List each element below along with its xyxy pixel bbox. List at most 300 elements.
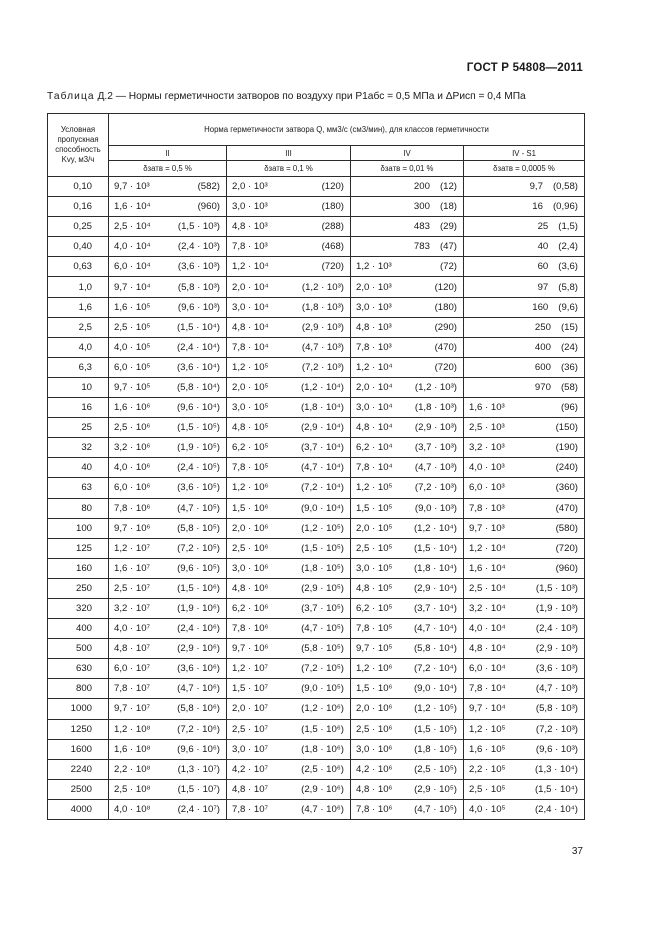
kv-cell: 80 — [48, 498, 109, 518]
mm3s-value: 1,5 · 10⁷ — [232, 683, 269, 695]
kv-cell: 63 — [48, 478, 109, 498]
cm3min-value: (4,7 · 10⁵) — [414, 803, 457, 815]
value-cell — [464, 538, 585, 558]
page-number: 37 — [571, 846, 583, 857]
cm3min-value: (2,4 · 10⁴) — [534, 803, 578, 815]
mm3s-value: 2,0 · 10⁴ — [232, 281, 269, 293]
cm3min-value: (15) — [560, 321, 578, 333]
value-cell — [464, 197, 585, 217]
value-cell — [109, 357, 227, 377]
cm3min-value: (9,0 · 10⁴) — [413, 683, 457, 695]
cm3min-value: (5,8 · 10⁶) — [177, 703, 220, 715]
mm3s-value: 6,0 · 10⁵ — [114, 361, 151, 373]
table-row — [48, 257, 585, 277]
mm3s-value: 1,2 · 10⁷ — [114, 542, 151, 554]
cm3min-value: (7,2 · 10⁴) — [300, 482, 344, 494]
value-cell — [109, 197, 227, 217]
mm3s-value: 1,6 · 10⁵ — [469, 743, 506, 755]
mm3s-value: 2,5 · 10⁵ — [114, 321, 151, 333]
mm3s-value: 3,0 · 10³ — [356, 301, 392, 313]
cm3min-value: (2,9 · 10³) — [301, 321, 344, 333]
cm3min-value: (1,8 · 10⁶) — [301, 743, 344, 755]
value-cell — [351, 538, 464, 558]
value-cell — [464, 297, 585, 317]
mm3s-value: 970 — [534, 381, 551, 393]
cm3min-value: (1,2 · 10⁵) — [414, 703, 457, 715]
mm3s-value: 4,0 · 10⁷ — [114, 623, 151, 635]
value-cell — [109, 538, 227, 558]
cm3min-value: (360) — [555, 482, 578, 494]
cm3min-value: (9,0 · 10⁵) — [301, 683, 344, 695]
table-row — [48, 779, 585, 799]
mm3s-value: 7,8 · 10⁶ — [114, 502, 151, 514]
cm3min-value: (9,6 · 10³) — [177, 301, 220, 313]
value-cell — [109, 438, 227, 458]
mm3s-value: 4,0 · 10³ — [469, 462, 505, 474]
value-cell — [351, 498, 464, 518]
cm3min-value: (5,8 · 10³) — [177, 281, 220, 293]
cm3min-value: (9,0 · 10⁴) — [300, 502, 344, 514]
cm3min-value: (1,2 · 10⁴) — [413, 522, 457, 534]
mm3s-value: 1,2 · 10³ — [356, 261, 392, 273]
mm3s-value: 2,0 · 10³ — [356, 281, 392, 293]
cm3min-value: (720) — [555, 542, 578, 554]
value-cell — [464, 498, 585, 518]
table-row — [48, 538, 585, 558]
cm3min-value: (3,6 · 10⁶) — [177, 663, 220, 675]
value-cell — [351, 237, 464, 257]
mm3s-value: 1,5 · 10⁶ — [356, 683, 393, 695]
table-body — [48, 177, 585, 820]
value-cell — [351, 297, 464, 317]
value-cell — [351, 719, 464, 739]
cm3min-value: (720) — [321, 261, 344, 273]
kv-cell: 4,0 — [48, 337, 109, 357]
mm3s-value: 1,2 · 10⁴ — [232, 261, 269, 273]
class-header: II — [109, 146, 227, 161]
value-cell — [109, 418, 227, 438]
value-cell — [464, 317, 585, 337]
value-cell — [227, 699, 351, 719]
value-cell — [227, 418, 351, 438]
value-cell — [109, 297, 227, 317]
cm3min-value: (5,8 · 10⁴) — [176, 381, 220, 393]
mm3s-value: 7,8 · 10⁶ — [232, 623, 269, 635]
cm3min-value: (4,7 · 10⁴) — [413, 623, 457, 635]
cm3min-value: (5,8 · 10⁴) — [413, 643, 457, 655]
cm3min-value: (4,7 · 10³) — [301, 341, 344, 353]
value-cell — [109, 498, 227, 518]
mm3s-value: 1,2 · 10⁵ — [356, 482, 393, 494]
mm3s-value: 3,0 · 10⁴ — [232, 301, 269, 313]
mm3s-value: 1,6 · 10⁵ — [114, 301, 151, 313]
value-cell — [227, 317, 351, 337]
cm3min-value: (1,2 · 10⁴) — [300, 381, 344, 393]
kv-cell: 1250 — [48, 719, 109, 739]
cm3min-value: (9,0 · 10³) — [414, 502, 457, 514]
mm3s-value: 200 — [413, 181, 430, 193]
mm3s-value: 2,0 · 10⁵ — [356, 522, 393, 534]
value-cell — [227, 217, 351, 237]
cm3min-value: (1,5 · 10⁵) — [414, 723, 457, 735]
mm3s-value: 2,2 · 10⁸ — [114, 763, 151, 775]
table-row — [48, 197, 585, 217]
value-cell — [109, 578, 227, 598]
table-row — [48, 639, 585, 659]
cm3min-value: (2,4 · 10⁵) — [177, 462, 220, 474]
cm3min-value: (1,8 · 10⁵) — [301, 562, 344, 574]
mm3s-value: 7,8 · 10⁷ — [114, 683, 151, 695]
mm3s-value: 2,5 · 10⁷ — [114, 582, 151, 594]
value-cell — [464, 619, 585, 639]
value-cell — [109, 518, 227, 538]
cm3min-value: (2,9 · 10⁶) — [301, 783, 344, 795]
mm3s-value: 2,5 · 10³ — [469, 422, 505, 434]
cm3min-value: (18) — [439, 201, 457, 213]
value-cell — [464, 779, 585, 799]
mm3s-value: 2,5 · 10⁸ — [114, 783, 151, 795]
mm3s-value: 97 — [537, 281, 549, 293]
cm3min-value: (960) — [555, 562, 578, 574]
value-cell — [227, 357, 351, 377]
table-row — [48, 619, 585, 639]
mm3s-value: 9,7 · 10⁶ — [114, 522, 151, 534]
value-cell — [227, 739, 351, 759]
value-cell — [109, 759, 227, 779]
cm3min-value: (1,8 · 10³) — [301, 301, 344, 313]
value-cell — [351, 799, 464, 819]
kv-cell: 2500 — [48, 779, 109, 799]
mm3s-value: 3,2 · 10⁷ — [114, 603, 151, 615]
value-cell — [464, 418, 585, 438]
value-cell — [227, 578, 351, 598]
cm3min-value: (1,8 · 10³) — [414, 402, 457, 414]
mm3s-value: 160 — [532, 301, 549, 313]
value-cell — [227, 257, 351, 277]
value-cell — [464, 398, 585, 418]
mm3s-value: 4,8 · 10⁷ — [114, 643, 151, 655]
value-cell — [227, 719, 351, 739]
cm3min-value: (3,7 · 10⁴) — [300, 442, 344, 454]
cm3min-value: (7,2 · 10³) — [535, 723, 578, 735]
mm3s-value: 2,2 · 10⁵ — [469, 763, 506, 775]
cm3min-value: (1,5 · 10³) — [177, 221, 220, 233]
cm3min-value: (1,5) — [558, 221, 578, 233]
mm3s-value: 7,8 · 10⁴ — [469, 683, 506, 695]
cm3min-value: (1,5 · 10⁴) — [176, 321, 220, 333]
delta-header: δзатв = 0,1 % — [227, 161, 351, 177]
value-cell — [464, 377, 585, 397]
mm3s-value: 400 — [534, 341, 551, 353]
table-row — [48, 177, 585, 197]
mm3s-value: 4,0 · 10⁸ — [114, 803, 151, 815]
mm3s-value: 6,0 · 10⁴ — [114, 261, 151, 273]
kv-cell: 40 — [48, 458, 109, 478]
mm3s-value: 4,2 · 10⁶ — [356, 763, 393, 775]
kv-cell: 2240 — [48, 759, 109, 779]
cm3min-value: (2,9 · 10³) — [535, 643, 578, 655]
mm3s-value: 3,0 · 10⁵ — [232, 402, 269, 414]
mm3s-value: 4,8 · 10³ — [356, 321, 392, 333]
mm3s-value: 2,5 · 10⁵ — [356, 542, 393, 554]
value-cell — [351, 257, 464, 277]
kv-cell: 630 — [48, 659, 109, 679]
table-row — [48, 498, 585, 518]
cm3min-value: (1,2 · 10³) — [301, 281, 344, 293]
mm3s-value: 2,5 · 10⁶ — [356, 723, 393, 735]
value-cell — [464, 659, 585, 679]
cm3min-value: (1,5 · 10³) — [535, 582, 578, 594]
value-cell — [351, 438, 464, 458]
mm3s-value: 4,8 · 10⁶ — [356, 783, 393, 795]
table-row — [48, 518, 585, 538]
value-cell — [109, 779, 227, 799]
value-cell — [351, 558, 464, 578]
table-row — [48, 418, 585, 438]
mm3s-value: 6,0 · 10³ — [469, 482, 505, 494]
value-cell — [109, 478, 227, 498]
cm3min-value: (1,5 · 10⁵) — [301, 542, 344, 554]
mm3s-value: 2,0 · 10⁴ — [356, 381, 393, 393]
cm3min-value: (5,8 · 10⁵) — [177, 522, 220, 534]
cm3min-value: (240) — [555, 462, 578, 474]
value-cell — [227, 277, 351, 297]
mm3s-value: 1,2 · 10⁶ — [232, 482, 269, 494]
value-cell — [464, 759, 585, 779]
value-cell — [109, 237, 227, 257]
kv-cell: 100 — [48, 518, 109, 538]
value-cell — [109, 337, 227, 357]
mm3s-value: 483 — [413, 221, 430, 233]
value-cell — [464, 257, 585, 277]
value-cell — [227, 177, 351, 197]
mm3s-value: 3,2 · 10³ — [469, 442, 505, 454]
cm3min-value: (47) — [439, 241, 457, 253]
mm3s-value: 7,8 · 10⁵ — [232, 462, 269, 474]
value-cell — [109, 458, 227, 478]
value-cell — [227, 237, 351, 257]
cm3min-value: (1,2 · 10⁵) — [301, 522, 344, 534]
cm3min-value: (2,4 · 10³) — [177, 241, 220, 253]
mm3s-value: 4,0 · 10⁴ — [114, 241, 151, 253]
cm3min-value: (2,9 · 10⁵) — [414, 783, 457, 795]
table-row — [48, 357, 585, 377]
mm3s-value: 1,6 · 10⁶ — [114, 402, 151, 414]
mm3s-value: 16 — [532, 201, 543, 213]
value-cell — [227, 639, 351, 659]
class-header: IV — [351, 146, 464, 161]
mm3s-value: 4,0 · 10⁶ — [114, 462, 151, 474]
kv-cell: 400 — [48, 619, 109, 639]
mm3s-value: 4,8 · 10⁴ — [469, 643, 506, 655]
value-cell — [227, 558, 351, 578]
cm3min-value: (5,8 · 10⁵) — [301, 643, 344, 655]
value-cell — [351, 398, 464, 418]
cm3min-value: (72) — [439, 261, 457, 273]
value-cell — [464, 699, 585, 719]
kv-cell: 0,25 — [48, 217, 109, 237]
value-cell — [464, 458, 585, 478]
cm3min-value: (2,4 · 10⁴) — [176, 341, 220, 353]
cm3min-value: (720) — [434, 361, 457, 373]
kv-cell: 10 — [48, 377, 109, 397]
kv-cell: 4000 — [48, 799, 109, 819]
mm3s-value: 2,5 · 10⁶ — [114, 422, 151, 434]
mm3s-value: 1,2 · 10⁴ — [356, 361, 393, 373]
table-row — [48, 719, 585, 739]
mm3s-value: 7,8 · 10³ — [232, 241, 268, 253]
value-cell — [464, 217, 585, 237]
delta-header: δзатв = 0,0005 % — [464, 161, 585, 177]
value-cell — [227, 478, 351, 498]
mm3s-value: 4,8 · 10⁵ — [232, 422, 269, 434]
mm3s-value: 2,5 · 10⁷ — [232, 723, 269, 735]
cm3min-value: (120) — [434, 281, 457, 293]
mm3s-value: 1,5 · 10⁵ — [356, 502, 393, 514]
mm3s-value: 4,8 · 10⁴ — [356, 422, 393, 434]
mm3s-value: 2,0 · 10³ — [232, 181, 268, 193]
cm3min-value: (58) — [560, 381, 578, 393]
mm3s-value: 1,6 · 10³ — [469, 402, 505, 414]
value-cell — [464, 558, 585, 578]
table-row — [48, 438, 585, 458]
table-row — [48, 598, 585, 618]
cm3min-value: (4,7 · 10³) — [535, 683, 578, 695]
cm3min-value: (3,7 · 10⁴) — [413, 603, 457, 615]
value-cell — [464, 357, 585, 377]
value-cell — [227, 538, 351, 558]
kv-cell: 16 — [48, 398, 109, 418]
cm3min-value: (7,2 · 10⁶) — [177, 723, 220, 735]
cm3min-value: (2,9 · 10⁴) — [300, 422, 344, 434]
cm3min-value: (180) — [434, 301, 457, 313]
cm3min-value: (1,5 · 10⁵) — [177, 422, 220, 434]
mm3s-value: 9,7 · 10⁵ — [356, 643, 393, 655]
cm3min-value: (36) — [560, 361, 578, 373]
mm3s-value: 7,8 · 10⁵ — [356, 623, 393, 635]
value-cell — [109, 799, 227, 819]
cm3min-value: (24) — [560, 341, 578, 353]
cm3min-value: (2,4 · 10³) — [535, 623, 578, 635]
mm3s-value: 6,2 · 10⁶ — [232, 603, 269, 615]
cm3min-value: (2,4) — [558, 241, 578, 253]
kv-cell: 125 — [48, 538, 109, 558]
cm3min-value: (1,5 · 10⁶) — [177, 582, 220, 594]
mm3s-value: 4,8 · 10⁵ — [356, 582, 393, 594]
mm3s-value: 7,8 · 10⁶ — [356, 803, 393, 815]
cm3min-value: (150) — [555, 422, 578, 434]
cm3min-value: (1,9 · 10⁶) — [177, 603, 220, 615]
mm3s-value: 250 — [534, 321, 551, 333]
table-row — [48, 578, 585, 598]
value-cell — [109, 699, 227, 719]
value-cell — [227, 438, 351, 458]
value-cell — [109, 739, 227, 759]
mm3s-value: 3,0 · 10⁶ — [356, 743, 393, 755]
cm3min-value: (1,5 · 10⁴) — [413, 542, 457, 554]
mm3s-value: 7,8 · 10⁷ — [232, 803, 269, 815]
cm3min-value: (29) — [439, 221, 457, 233]
kv-cell: 160 — [48, 558, 109, 578]
cm3min-value: (9,6 · 10⁶) — [177, 743, 220, 755]
table-row — [48, 759, 585, 779]
value-cell — [464, 478, 585, 498]
cm3min-value: (7,2 · 10³) — [414, 482, 457, 494]
cm3min-value: (4,7 · 10³) — [414, 462, 457, 474]
cm3min-value: (7,2 · 10³) — [301, 361, 344, 373]
cm3min-value: (12) — [439, 181, 457, 193]
cm3min-value: (190) — [555, 442, 578, 454]
value-cell — [351, 357, 464, 377]
value-cell — [227, 779, 351, 799]
cm3min-value: (580) — [555, 522, 578, 534]
cm3min-value: (3,6 · 10³) — [535, 663, 578, 675]
cm3min-value: (4,7 · 10⁶) — [301, 803, 344, 815]
value-cell — [464, 277, 585, 297]
caption-text: Д.2 — Нормы герметичности затворов по воздуху при P1абс = 0,5 МПа и ΔPисп = 0,4 МПа — [94, 91, 526, 102]
cm3min-value: (2,5 · 10⁵) — [414, 763, 457, 775]
cm3min-value: (2,9 · 10⁵) — [301, 582, 344, 594]
value-cell — [227, 337, 351, 357]
table-row — [48, 699, 585, 719]
value-cell — [109, 398, 227, 418]
mm3s-value: 4,8 · 10⁷ — [232, 783, 269, 795]
mm3s-value: 2,5 · 10⁵ — [469, 783, 506, 795]
mm3s-value: 3,0 · 10⁷ — [232, 743, 269, 755]
value-cell — [351, 177, 464, 197]
cm3min-value: (582) — [197, 181, 220, 193]
cm3min-value: (4,7 · 10⁶) — [177, 683, 220, 695]
cm3min-value: (0,96) — [552, 201, 578, 213]
cm3min-value: (1,9 · 10⁵) — [177, 442, 220, 454]
value-cell — [351, 659, 464, 679]
value-cell — [109, 719, 227, 739]
mm3s-value: 600 — [534, 361, 551, 373]
value-cell — [351, 779, 464, 799]
cm3min-value: (0,58) — [552, 181, 578, 193]
value-cell — [109, 639, 227, 659]
table-row — [48, 337, 585, 357]
mm3s-value: 6,2 · 10⁴ — [356, 442, 393, 454]
value-cell — [351, 598, 464, 618]
cm3min-value: (3,6 · 10⁴) — [176, 361, 220, 373]
mm3s-value: 2,5 · 10⁶ — [232, 542, 269, 554]
value-cell — [227, 799, 351, 819]
value-cell — [464, 177, 585, 197]
mm3s-value: 9,7 · 10³ — [114, 181, 150, 193]
kv-column-header: Условная пропускная способность Kvy, м3/ч — [48, 114, 109, 177]
norm-header: Норма герметичности затвора Q, мм3/с (см3/мин), для классов герметичности — [109, 114, 585, 146]
table-row — [48, 398, 585, 418]
delta-header: δзатв = 0,5 % — [109, 161, 227, 177]
value-cell — [109, 619, 227, 639]
table-row — [48, 237, 585, 257]
mm3s-value: 25 — [537, 221, 549, 233]
mm3s-value: 4,0 · 10⁵ — [114, 341, 151, 353]
kv-cell: 500 — [48, 639, 109, 659]
cm3min-value: (4,7 · 10⁵) — [301, 623, 344, 635]
mm3s-value: 4,2 · 10⁷ — [232, 763, 269, 775]
value-cell — [351, 578, 464, 598]
cm3min-value: (1,9 · 10³) — [535, 603, 578, 615]
value-cell — [464, 739, 585, 759]
mm3s-value: 3,0 · 10³ — [232, 201, 268, 213]
mm3s-value: 7,8 · 10³ — [469, 502, 505, 514]
cm3min-value: (468) — [321, 241, 344, 253]
value-cell — [351, 377, 464, 397]
cm3min-value: (1,2 · 10⁶) — [301, 703, 344, 715]
value-cell — [464, 237, 585, 257]
